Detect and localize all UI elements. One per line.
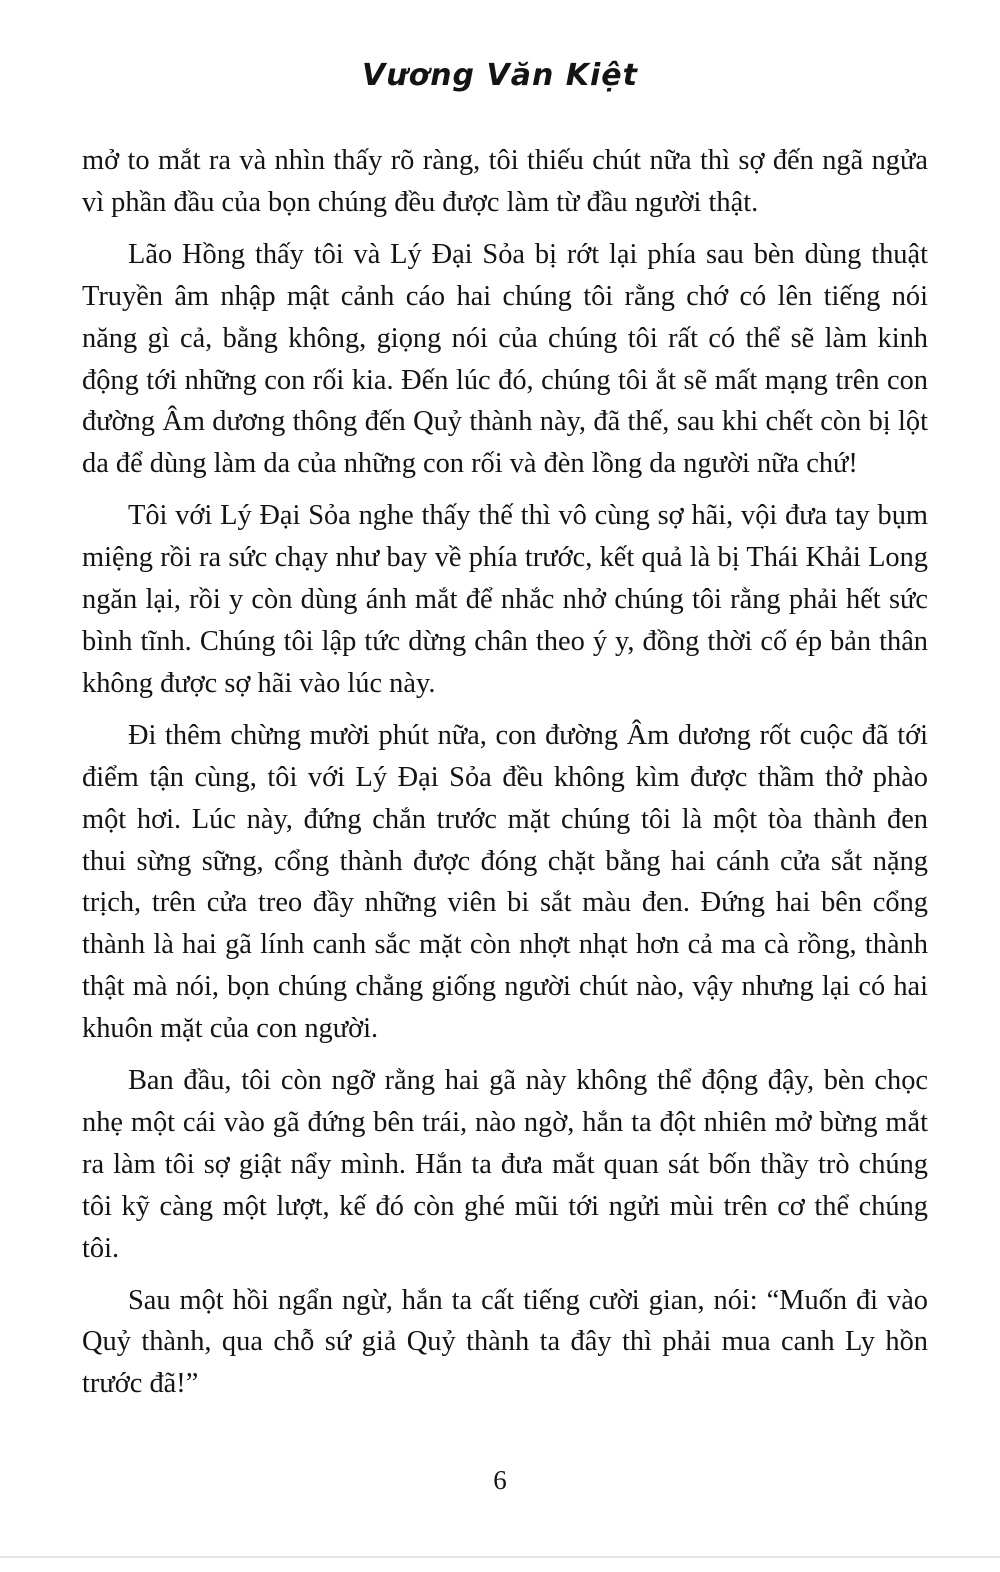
page-bottom-edge (0, 1556, 1000, 1558)
paragraph: Đi thêm chừng mười phút nữa, con đường Âm dương rốt cuộc đã tới điểm tận cùng, tôi với Lý Đại Sỏa đều không kìm được thầm thở phào một hơi. Lúc này, đứng chắn trước mặt chúng tôi là một tòa thành đen thui sừng sững, cổng thành được đóng chặt bằng hai cánh cửa sắt nặng trịch, trên cửa treo đầy những viên bi sắt màu đen. Đứng hai bên cổng thành là hai gã lính canh sắc mặt còn nhợt nhạt hơn cả ma cà rồng, thành thật mà nói, bọn chúng chẳng giống người chút nào, vậy nhưng lại có hai khuôn mặt của con người. (82, 719, 928, 1045)
page-number: 6 (493, 1465, 507, 1495)
paragraph: Ban đầu, tôi còn ngỡ rằng hai gã này không thể động đậy, bèn chọc nhẹ một cái vào gã đứng bên trái, nào ngờ, hắn ta đột nhiên mở bừng mắt ra làm tôi sợ giật nẩy mình. Hắn ta đưa mắt quan sát bốn thầy trò chúng tôi kỹ càng một lượt, kế đó còn ghé mũi tới ngửi mùi trên cơ thể chúng tôi. (82, 1065, 928, 1264)
paragraph: Sau một hồi ngẩn ngừ, hắn ta cất tiếng cười gian, nói: “Muốn đi vào Quỷ thành, qua chỗ sứ giả Quỷ thành ta đây thì phải mua canh Ly hồn trước đã!” (82, 1284, 928, 1400)
paragraph: Lão Hồng thấy tôi và Lý Đại Sỏa bị rớt lại phía sau bèn dùng thuật Truyền âm nhập mật cảnh cáo hai chúng tôi rằng chớ có lên tiếng nói năng gì cả, bằng không, giọng nói của chúng tôi rất có thể sẽ làm kinh động tới những con rối kia. Đến lúc đó, chúng tôi ắt sẽ mất mạng trên con đường Âm dương thông đến Quỷ thành này, đã thế, sau khi chết còn bị lột da để dùng làm da của những con rối và đèn lồng da người nữa chứ! (82, 238, 928, 480)
paragraph: Tôi với Lý Đại Sỏa nghe thấy thế thì vô cùng sợ hãi, vội đưa tay bụm miệng rồi ra sức chạy như bay về phía trước, kết quả là bị Thái Khải Long ngăn lại, rồi y còn dùng ánh mắt để nhắc nhở chúng tôi rằng phải hết sức bình tĩnh. Chúng tôi lập tức dừng chân theo ý y, đồng thời cố ép bản thân không được sợ hãi vào lúc này. (82, 500, 928, 699)
running-header-author: Vương Văn Kiệt (362, 58, 638, 93)
body-text (82, 140, 928, 1415)
paragraph: mở to mắt ra và nhìn thấy rõ ràng, tôi thiếu chút nữa thì sợ đến ngã ngửa vì phần đầu của bọn chúng đều được làm từ đầu người thật. (82, 145, 928, 218)
